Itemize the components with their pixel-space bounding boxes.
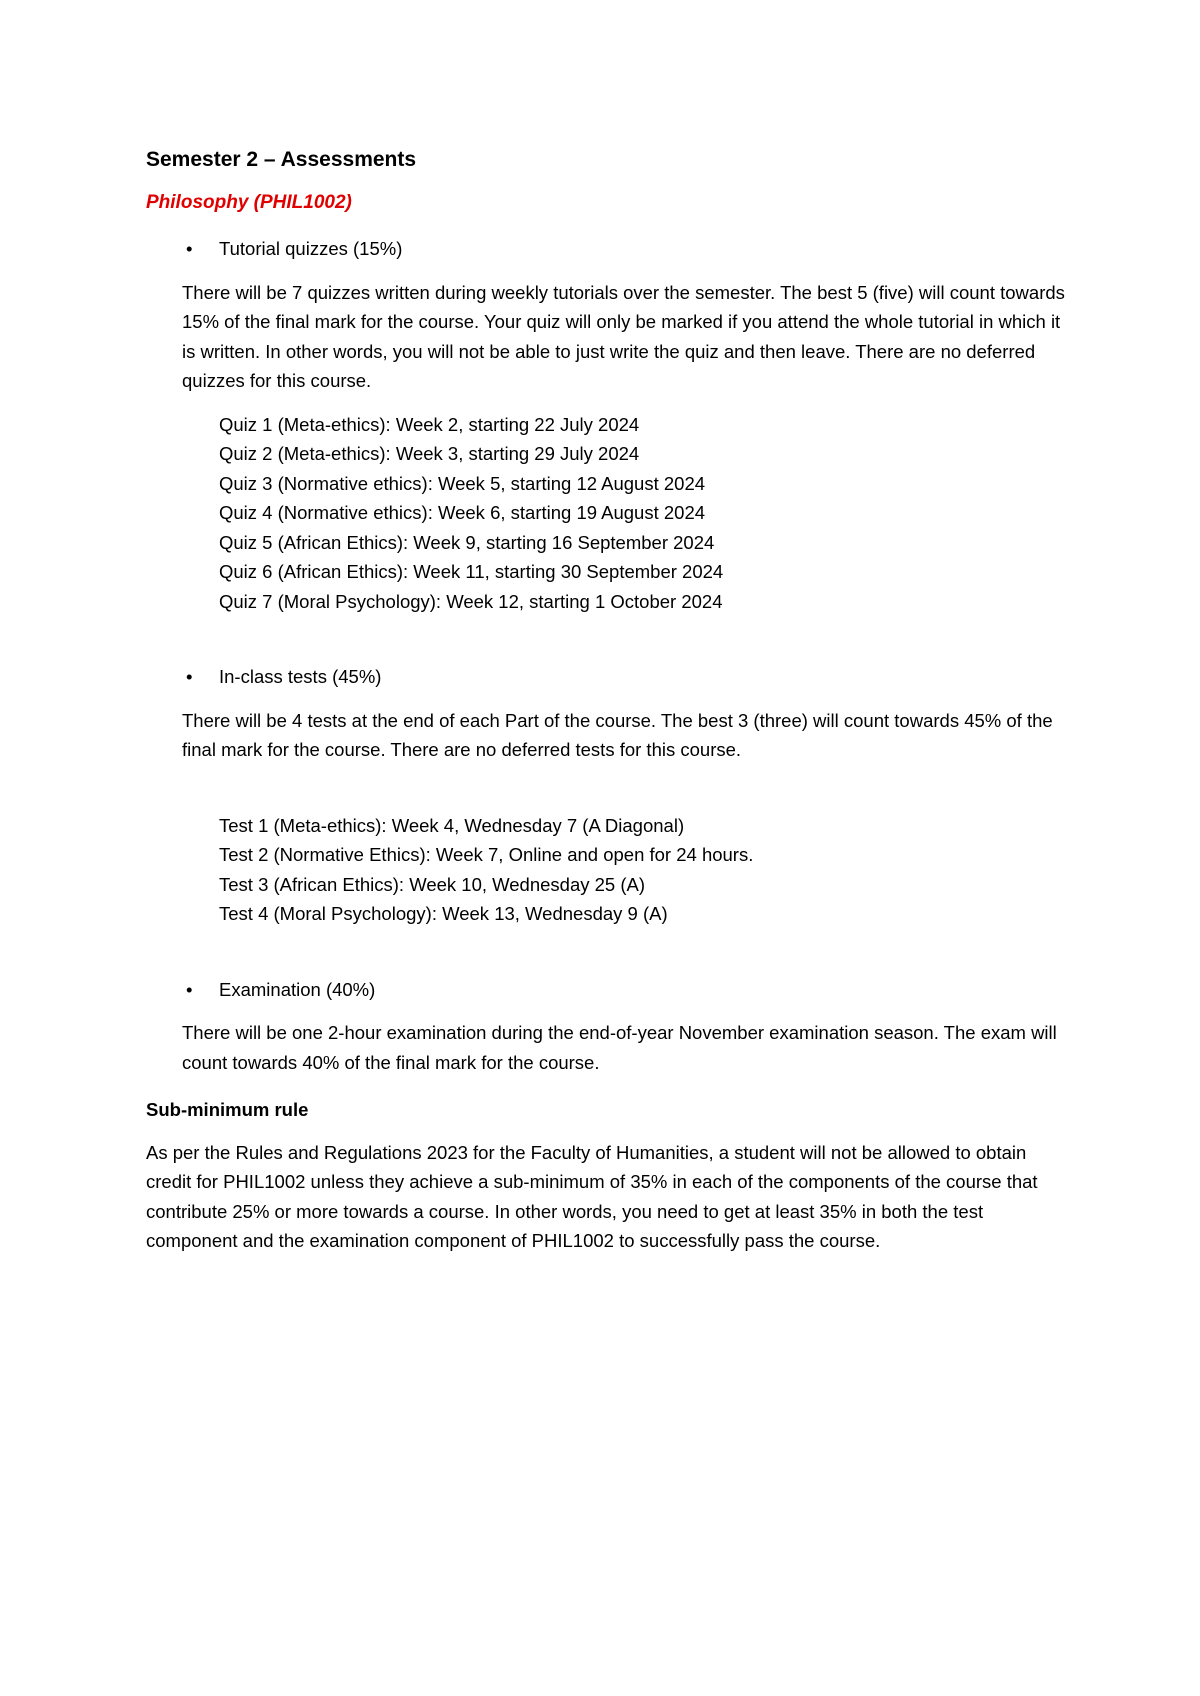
quiz-schedule-item: Quiz 2 (Meta-ethics): Week 3, starting 29 July 2024 <box>219 443 640 464</box>
quiz-schedule-item: Quiz 6 (African Ethics): Week 11, starting 30 September 2024 <box>219 561 724 582</box>
document-body <box>146 146 1066 1256</box>
subminimum-text: As per the Rules and Regulations 2023 for the Faculty of Humanities, a student will not be allowed to obtain credit for PHIL1002 unless they achieve a sub-minimum of 35% in each of the components of the course that contribute 25% or more towards a course. In other words, you need to get at least 35% in both the test component and the examination component of PHIL1002 to successfully pass the course. <box>146 1141 1038 1251</box>
quizzes-bullet <box>146 234 1066 264</box>
quizzes-heading: Tutorial quizzes (15%) <box>219 238 403 259</box>
test-schedule <box>219 811 1066 929</box>
test-schedule-item: Test 4 (Moral Psychology): Week 13, Wednesday 9 (A) <box>219 903 668 924</box>
quiz-schedule-item: Quiz 1 (Meta-ethics): Week 2, starting 22 July 2024 <box>219 413 640 435</box>
quizzes-description: There will be 7 quizzes written during weekly tutorials over the semester. The best 5 (five) will count towards 15% of the final mark for the course. Your quiz will only be marked if you attend the whole tutorial in which it is written. In other words, you will not be able to just write the quiz and then leave. There are no deferred quizzes for this course. <box>182 281 1065 391</box>
tests-bullet <box>146 662 1066 692</box>
document-title: Semester 2 – Assessments <box>146 148 417 171</box>
bullet-icon: • <box>186 238 193 259</box>
exam-heading: Examination (40%) <box>219 978 376 1000</box>
bullet-icon: • <box>186 666 193 687</box>
tests-heading: In-class tests (45%) <box>219 666 382 687</box>
test-schedule-item: Test 3 (African Ethics): Week 10, Wednesday 25 (A) <box>219 873 646 895</box>
quiz-schedule-item: Quiz 5 (African Ethics): Week 9, starting 16 September 2024 <box>219 531 715 553</box>
subminimum-heading: Sub-minimum rule <box>146 1099 309 1120</box>
exam-description: There will be one 2-hour examination during the end-of-year November examination season. The exam will count towards 40% of the final mark for the course. <box>182 1022 1057 1073</box>
test-schedule-item: Test 1 (Meta-ethics): Week 4, Wednesday 7 (A Diagonal) <box>219 814 685 836</box>
quiz-schedule <box>219 410 1066 617</box>
test-schedule-item: Test 2 (Normative Ethics): Week 7, Online and open for 24 hours. <box>219 844 754 865</box>
quiz-schedule-item: Quiz 7 (Moral Psychology): Week 12, starting 1 October 2024 <box>219 590 723 612</box>
bullet-icon: • <box>186 978 193 1000</box>
quiz-schedule-item: Quiz 3 (Normative ethics): Week 5, starting 12 August 2024 <box>219 472 706 494</box>
exam-bullet <box>146 975 1066 1005</box>
course-title: Philosophy (PHIL1002) <box>146 192 352 213</box>
tests-description: There will be 4 tests at the end of each Part of the course. The best 3 (three) will count towards 45% of the final mark for the course. There are no deferred tests for this course. <box>182 709 1053 760</box>
quiz-schedule-item: Quiz 4 (Normative ethics): Week 6, starting 19 August 2024 <box>219 502 706 523</box>
